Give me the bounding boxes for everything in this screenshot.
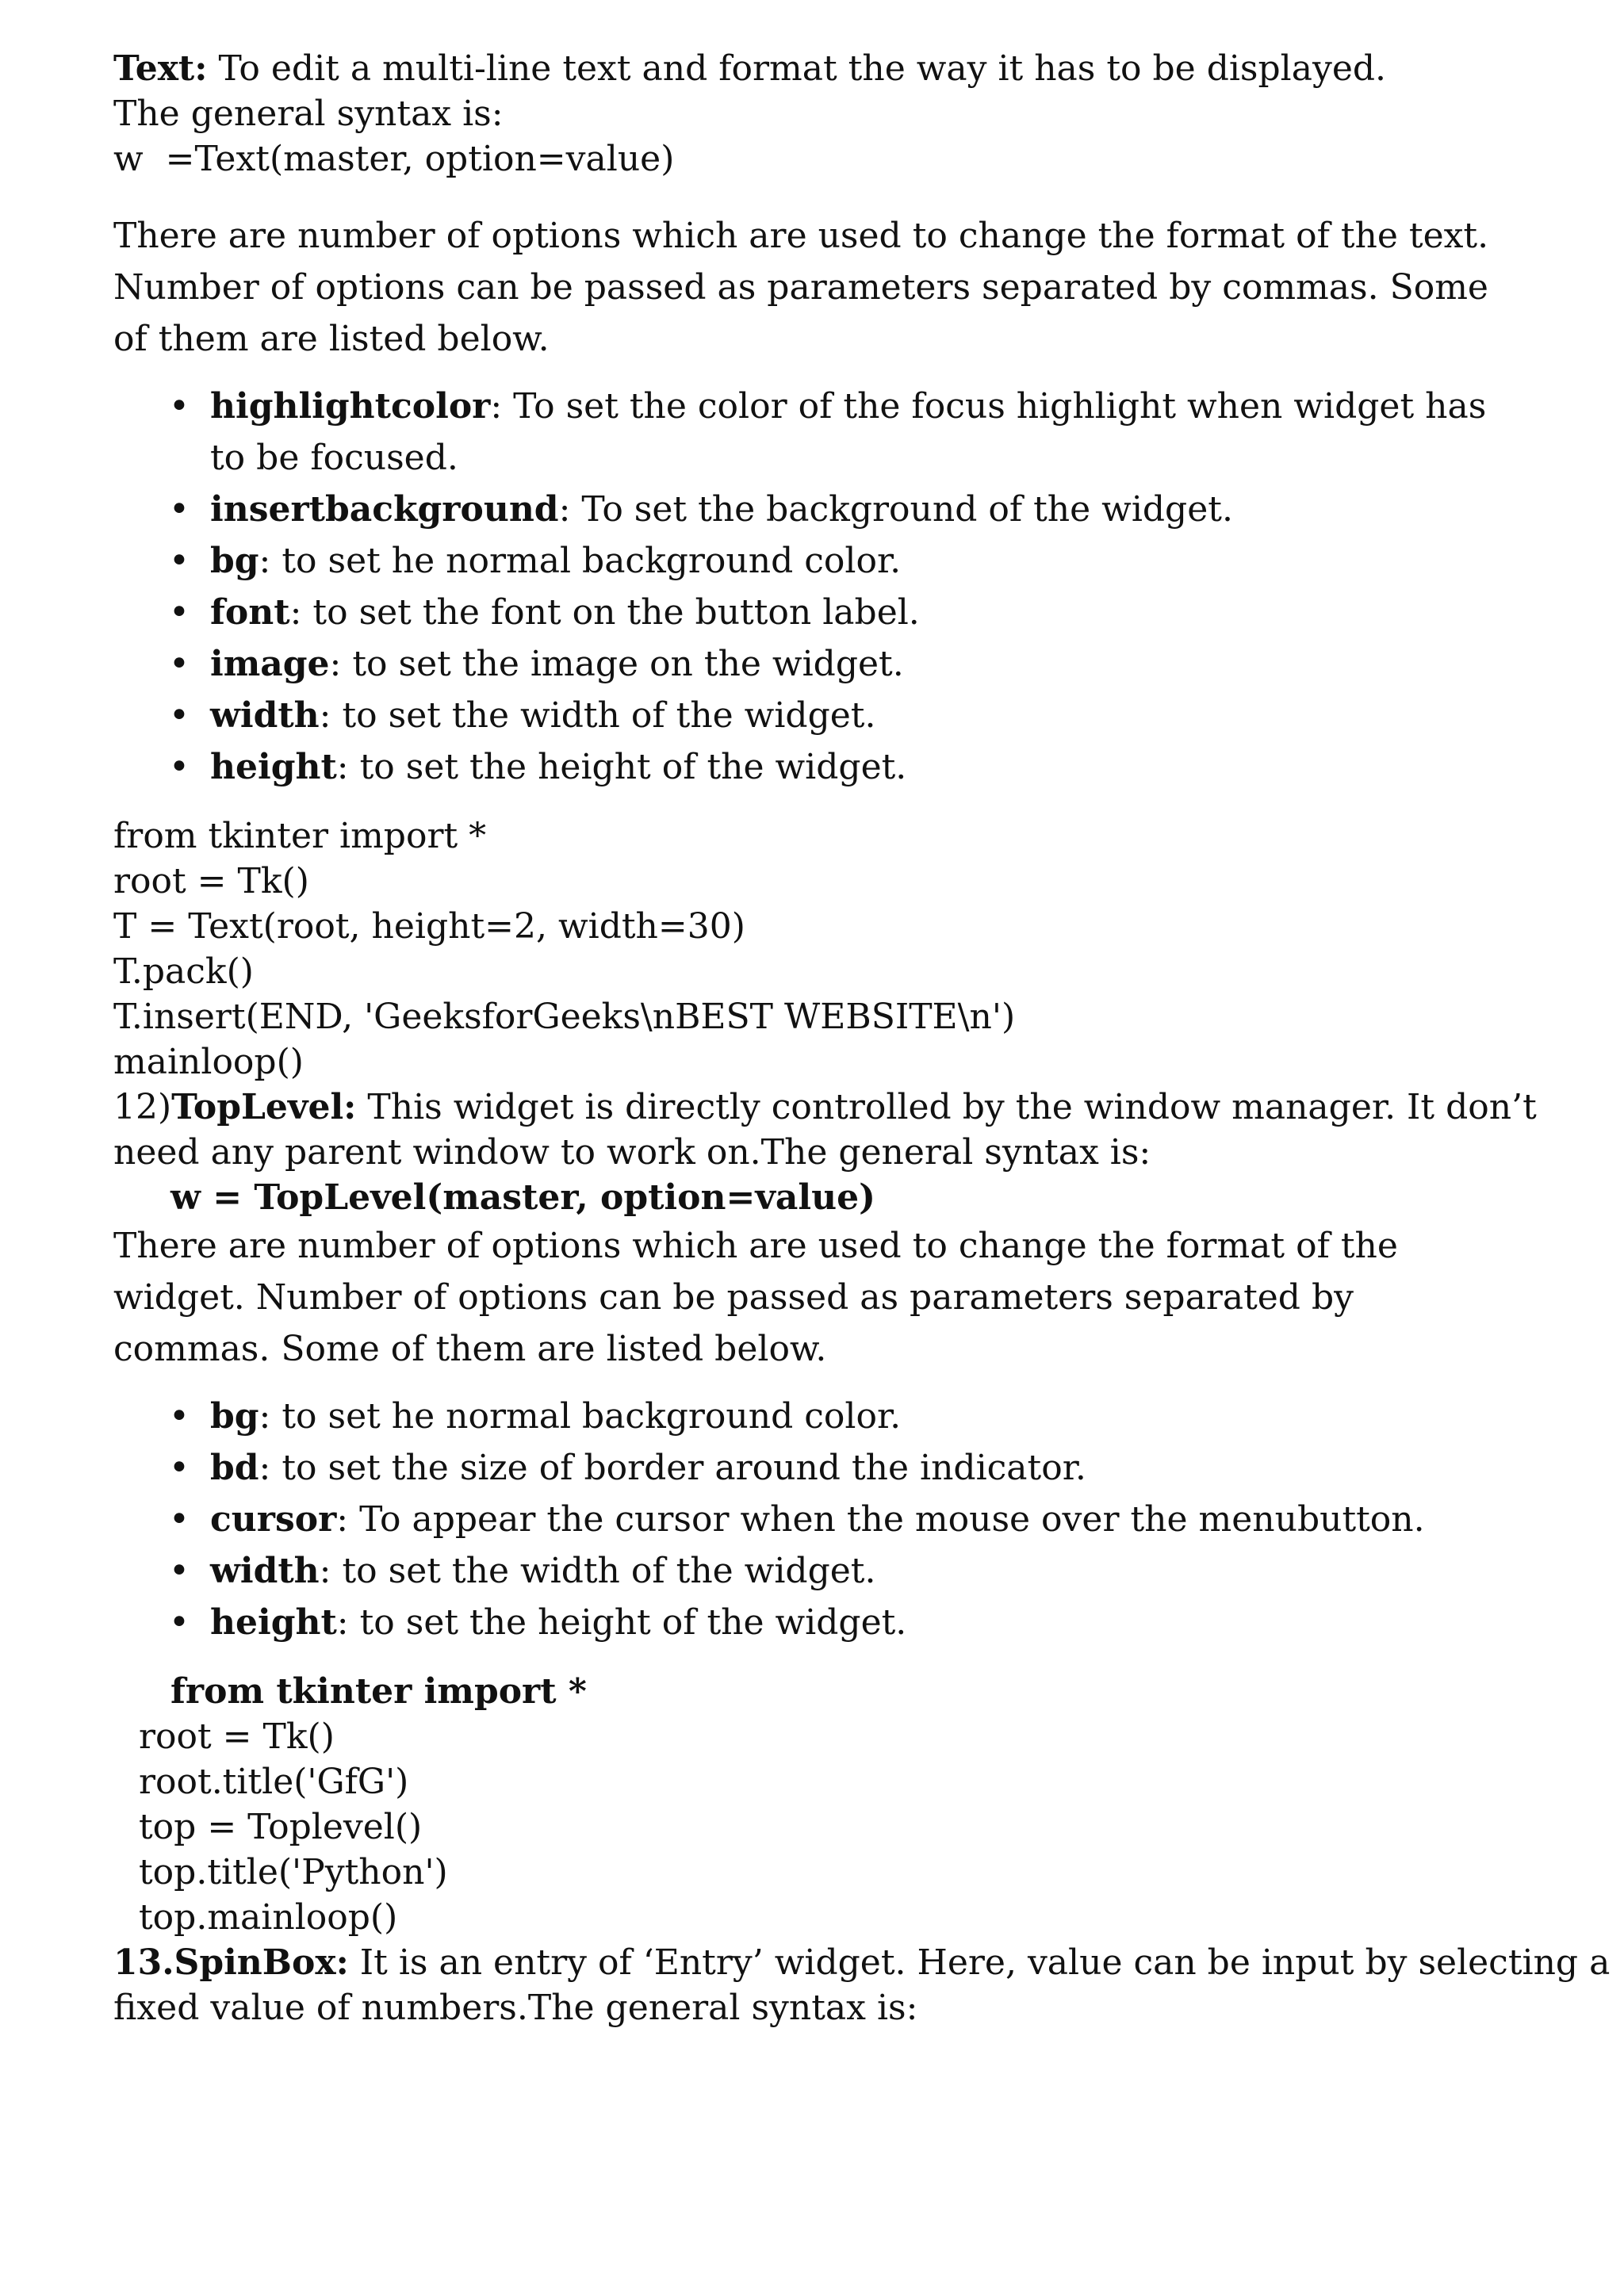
text-term: Text: <box>113 48 208 89</box>
code-line: top = Toplevel() <box>139 1807 423 1847</box>
option-desc: : to set the height of the widget. <box>336 747 907 787</box>
option-desc: : To appear the cursor when the mouse over the menubutton. <box>336 1499 1425 1540</box>
text-code-block <box>113 813 1505 1085</box>
code-line: T = Text(root, height=2, width=30) <box>113 906 745 947</box>
toplevel-term: TopLevel: <box>171 1087 357 1127</box>
option-name: width <box>210 695 320 736</box>
option-name: cursor <box>210 1499 337 1540</box>
bullet-icon: • <box>169 1551 190 1591</box>
text-heading-line <box>113 46 1505 91</box>
bullet-icon: • <box>169 1602 190 1643</box>
option-name: width <box>210 1551 320 1591</box>
spinbox-description: It is an entry of ‘Entry’ widget. Here, value can be input by selecting a <box>348 1942 1611 1983</box>
option-name: image <box>210 644 330 684</box>
bullet-icon: • <box>169 1499 190 1540</box>
list-item <box>169 741 1505 793</box>
option-name: height <box>210 747 337 787</box>
code-line: T.pack() <box>113 951 254 992</box>
code-line: from tkinter import * <box>113 816 487 856</box>
option-name: height <box>210 1602 337 1643</box>
bullet-icon: • <box>169 386 190 427</box>
bullet-icon: • <box>169 695 190 736</box>
toplevel-syntax-text: w = TopLevel(master, option=value) <box>170 1177 875 1218</box>
list-item <box>169 484 1505 535</box>
bullet-icon: • <box>169 644 190 684</box>
list-item <box>169 1494 1505 1545</box>
option-desc: : to set the height of the widget. <box>336 1602 907 1643</box>
toplevel-code-block <box>113 1669 1505 1940</box>
list-item <box>169 1391 1505 1442</box>
list-item <box>169 381 1505 484</box>
option-desc: : to set he normal background color. <box>259 541 902 581</box>
list-item <box>169 1442 1505 1494</box>
bullet-icon: • <box>169 1396 190 1437</box>
list-item <box>169 535 1505 587</box>
code-line: top.title('Python') <box>139 1852 448 1892</box>
spinbox-heading-line <box>113 1940 1611 1985</box>
option-desc: : to set the font on the button label. <box>289 592 920 633</box>
text-syntax-intro: The general syntax is: <box>113 94 504 134</box>
code-line: root = Tk() <box>139 1716 335 1757</box>
option-name: bg <box>210 1396 259 1437</box>
toplevel-description-cont: need any parent window to work on.The general syntax is: <box>113 1132 1151 1173</box>
toplevel-heading-line <box>113 1085 1537 1130</box>
toplevel-options-list <box>113 1391 1505 1648</box>
list-item <box>169 638 1505 690</box>
option-desc: : to set the image on the widget. <box>329 644 904 684</box>
text-description: To edit a multi-line text and format the way it has to be displayed. <box>207 48 1387 89</box>
code-line-bold: from tkinter import * <box>170 1671 587 1712</box>
bullet-icon: • <box>169 747 190 787</box>
option-name: font <box>210 592 290 633</box>
option-name: bd <box>210 1448 259 1488</box>
spinbox-description-cont: fixed value of numbers.The general syntax is: <box>113 1988 918 2028</box>
text-options-list <box>113 381 1505 793</box>
list-item <box>169 1597 1505 1648</box>
code-line: T.insert(END, 'GeeksforGeeks\nBEST WEBSITE\n') <box>113 997 1016 1037</box>
code-line: root.title('GfG') <box>139 1762 409 1802</box>
option-name: highlightcolor <box>210 386 491 427</box>
option-desc: : to set the width of the widget. <box>319 1551 876 1591</box>
code-line: mainloop() <box>113 1042 304 1082</box>
bullet-icon: • <box>169 1448 190 1488</box>
code-line: root = Tk() <box>113 861 309 901</box>
option-desc: : to set the width of the widget. <box>319 695 876 736</box>
code-line: top.mainloop() <box>139 1897 398 1938</box>
option-name: bg <box>210 541 259 581</box>
bullet-icon: • <box>169 489 190 530</box>
option-desc: : To set the color of the focus highlight when widget has to be focused. <box>210 386 1487 478</box>
option-desc: : To set the background of the widget. <box>558 489 1233 530</box>
toplevel-syntax <box>113 1175 1505 1220</box>
bullet-icon: • <box>169 592 190 633</box>
toplevel-number: 12) <box>113 1087 172 1127</box>
text-syntax: w =Text(master, option=value) <box>113 139 675 179</box>
text-options-intro: There are number of options which are used to change the format of the text. Number of options can be passed as parameters separated by commas. Some of them are listed below. <box>113 216 1489 359</box>
list-item <box>169 587 1505 638</box>
option-name: insertbackground <box>210 489 559 530</box>
option-desc: : to set the size of border around the indicator. <box>259 1448 1086 1488</box>
bullet-icon: • <box>169 541 190 581</box>
toplevel-description: This widget is directly controlled by the window manager. It don’t <box>356 1087 1537 1127</box>
list-item <box>169 690 1505 741</box>
list-item <box>169 1545 1505 1597</box>
toplevel-options-intro: There are number of options which are used to change the format of the widget. Number of options can be passed as parameters separated by commas. Some of them are listed below. <box>113 1226 1398 1369</box>
option-desc: : to set he normal background color. <box>259 1396 902 1437</box>
code-line <box>113 1669 1505 1714</box>
spinbox-term: 13.SpinBox: <box>113 1942 349 1983</box>
